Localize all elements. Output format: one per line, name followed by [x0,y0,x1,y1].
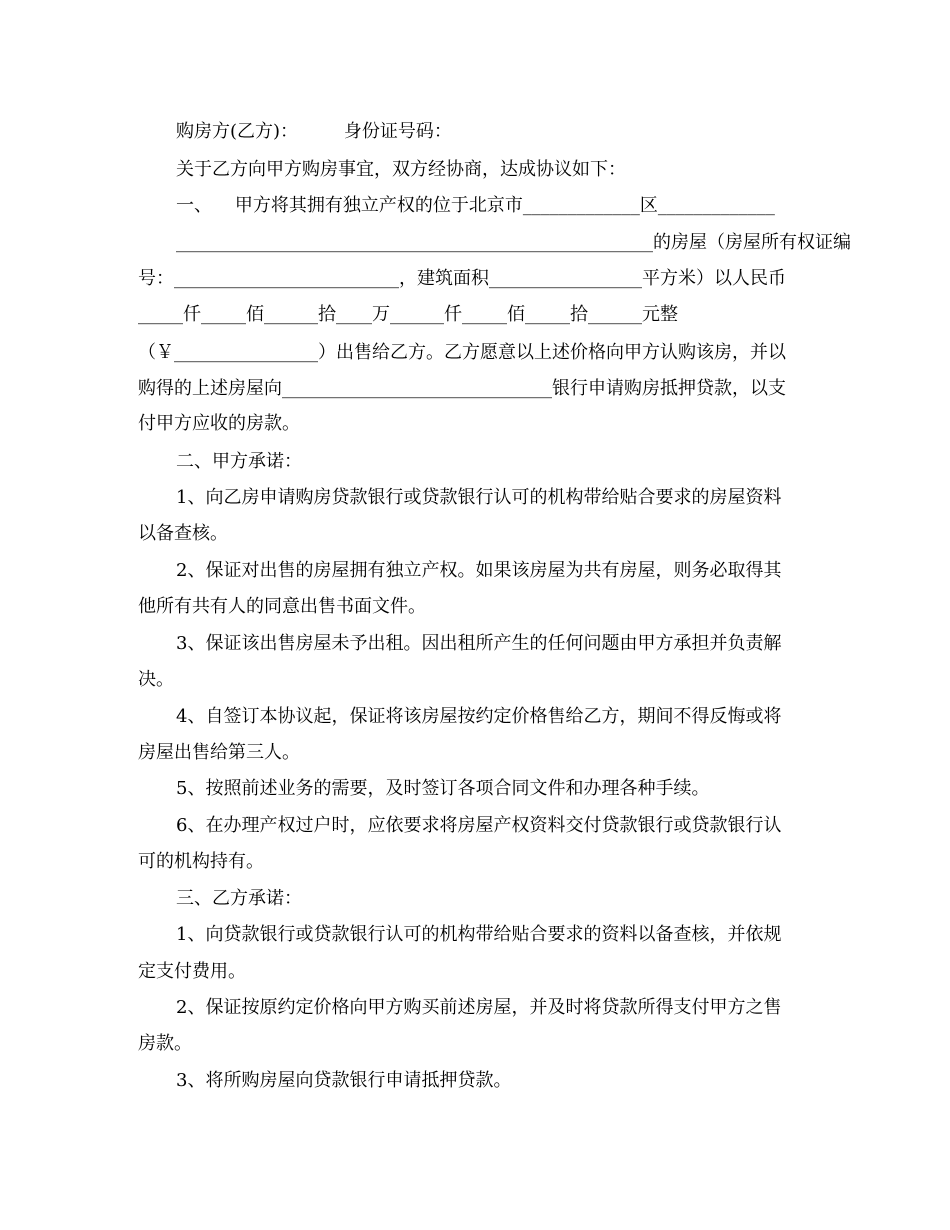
party-a-item-6-line-2: 可的机构持有。 [138,851,264,872]
party-a-item-3-line-2: 决。 [138,669,174,690]
clause-1-line-1: 一、 甲方将其拥有独立产权的位于北京市_____________区_____________ [176,195,775,216]
party-a-item-3-line-1: 3、保证该出售房屋未予出租。因出租所产生的任何问题由甲方承担并负责解 [176,633,782,654]
party-b-item-3: 3、将所购房屋向贷款银行申请抵押贷款。 [176,1070,512,1091]
clause-1-line-5: （￥________________）出售给乙方。乙方愿意以上述价格向甲方认购该房，并以 [138,342,786,363]
party-a-item-5: 5、按照前述业务的需要，及时签订各项合同文件和办理各种手续。 [176,778,710,799]
party-a-item-1-line-2: 以备查核。 [138,523,228,544]
party-a-item-4-line-2: 房屋出售给第三人。 [138,742,300,763]
party-b-item-2-line-2: 房款。 [138,1033,192,1054]
party-a-item-2-line-2: 他所有共有人的同意出售书面文件。 [138,596,426,617]
party-a-item-1-line-1: 1、向乙房申请购房贷款银行或贷款银行认可的机构带给贴合要求的房屋资料 [176,487,782,508]
clause-1-line-7: 付甲方应收的房款。 [138,413,300,434]
clause-1-line-4: _____仟_____佰______拾____万______仟_____佰_____拾______元整 [138,304,678,325]
agreement-intro: 关于乙方向甲方购房事宜，双方经协商，达成协议如下： [176,159,626,180]
party-a-item-6-line-1: 6、在办理产权过户时，应依要求将房屋产权资料交付贷款银行或贷款银行认 [176,815,782,836]
party-b-item-1-line-1: 1、向贷款银行或贷款银行认可的机构带给贴合要求的资料以备查核，并依规 [176,924,782,945]
party-b-item-2-line-1: 2、保证按原约定价格向甲方购买前述房屋，并及时将贷款所得支付甲方之售 [176,997,782,1018]
section-heading-party-b: 三、乙方承诺： [176,888,302,909]
party-a-item-4-line-1: 4、自签订本协议起，保证将该房屋按约定价格售给乙方，期间不得反悔或将 [176,706,782,727]
section-heading-party-a: 二、甲方承诺： [176,451,302,472]
clause-1-line-2: _____________________________________________________的房屋（房屋所有权证编 [176,232,851,253]
buyer-identity-line: 购房方(乙方)： 身份证号码： [176,121,452,142]
party-a-item-2-line-1: 2、保证对出售的房屋拥有独立产权。如果该房屋为共有房屋，则务必取得其 [176,560,782,581]
clause-1-line-6: 购得的上述房屋向______________________________银行申请购房抵押贷款，以支 [138,378,786,399]
clause-1-line-3: 号：_________________________，建筑面积_________________平方米）以人民币 [138,268,786,289]
party-b-item-1-line-2: 定支付费用。 [138,961,246,982]
